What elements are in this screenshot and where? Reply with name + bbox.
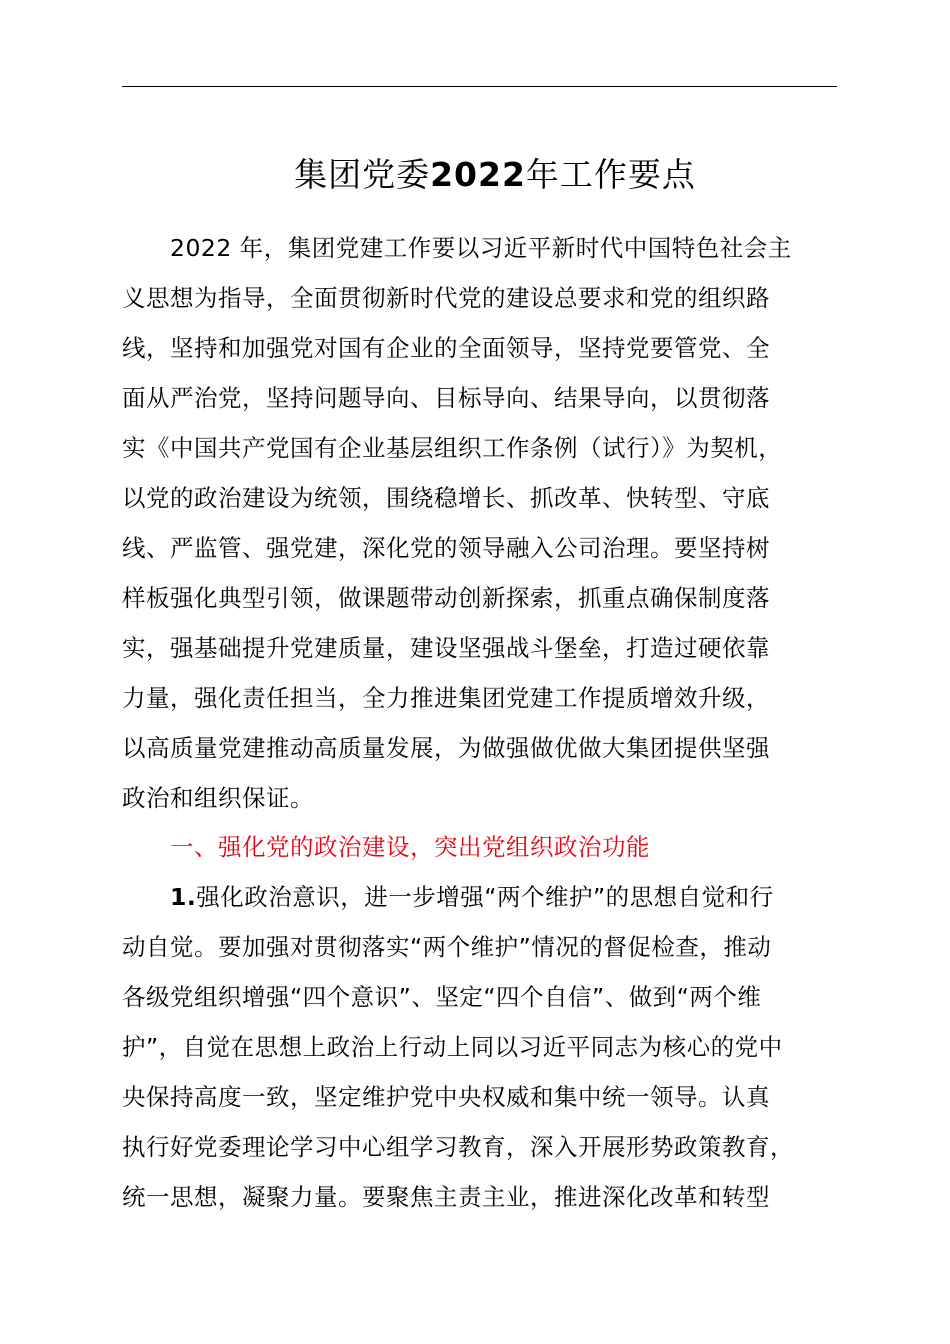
paragraph-line: 央保持高度一致，坚定维护党中央权威和集中统一领导。认真: [122, 1083, 770, 1111]
item-1-first-line: [170, 872, 837, 922]
item-1-first-line-text: 强化政治意识，进一步增强“两个维护”的思想自觉和行: [196, 883, 774, 911]
paragraph-line: 实《中国共产党国有企业基层组织工作条例（试行）》为契机，: [122, 434, 783, 462]
paragraph-line: 统一思想，凝聚力量。要聚焦主责主业，推进深化改革和转型: [122, 1183, 770, 1211]
paragraph-line: 面从严治党，坚持问题导向、目标导向、结果导向，以贯彻落: [122, 384, 770, 412]
paragraph-line: 线、严监管、强党建，深化党的领导融入公司治理。要坚持树: [122, 534, 770, 562]
document-title: [0, 150, 950, 200]
paragraph-line: 线，坚持和加强党对国有企业的全面领导，坚持党要管党、全: [122, 334, 770, 362]
section-heading: 一、强化党的政治建设，突出党组织政治功能: [170, 833, 650, 861]
title-suffix: 年工作要点: [525, 155, 696, 194]
paragraph-line: 执行好党委理论学习中心组学习教育，深入开展形势政策教育，: [122, 1133, 794, 1161]
paragraph-line: 2022 年，集团党建工作要以习近平新时代中国特色社会主: [170, 234, 792, 262]
paragraph-line: 样板强化典型引领，做课题带动创新探索，抓重点确保制度落: [122, 584, 770, 612]
title-year: 2022: [430, 155, 526, 194]
title-prefix: 集团党委: [294, 155, 431, 194]
paragraph-line: 以高质量党建推动高质量发展，为做强做优做大集团提供坚强: [122, 734, 770, 762]
paragraph-line: 义思想为指导，全面贯彻新时代党的建设总要求和党的组织路: [122, 284, 770, 312]
paragraph-line: 动自觉。要加强对贯彻落实“两个维护”情况的督促检查，推动: [122, 933, 772, 961]
paragraph-line: 政治和组织保证。: [122, 784, 314, 812]
item-number: 1.: [170, 883, 197, 911]
paragraph-line: 力量，强化责任担当，全力推进集团党建工作提质增效升级，: [122, 684, 770, 712]
paragraph-line: 护”，自觉在思想上政治上行动上同以习近平同志为核心的党中: [122, 1033, 783, 1061]
header-rule: [122, 86, 837, 87]
paragraph-line: 实，强基础提升党建质量，建设坚强战斗堡垒，打造过硬依靠: [122, 634, 770, 662]
paragraph-line: 各级党组织增强“四个意识”、坚定“四个自信”、做到“两个维: [122, 983, 762, 1011]
paragraph-line: 以党的政治建设为统领，围绕稳增长、抓改革、快转型、守底: [122, 484, 770, 512]
